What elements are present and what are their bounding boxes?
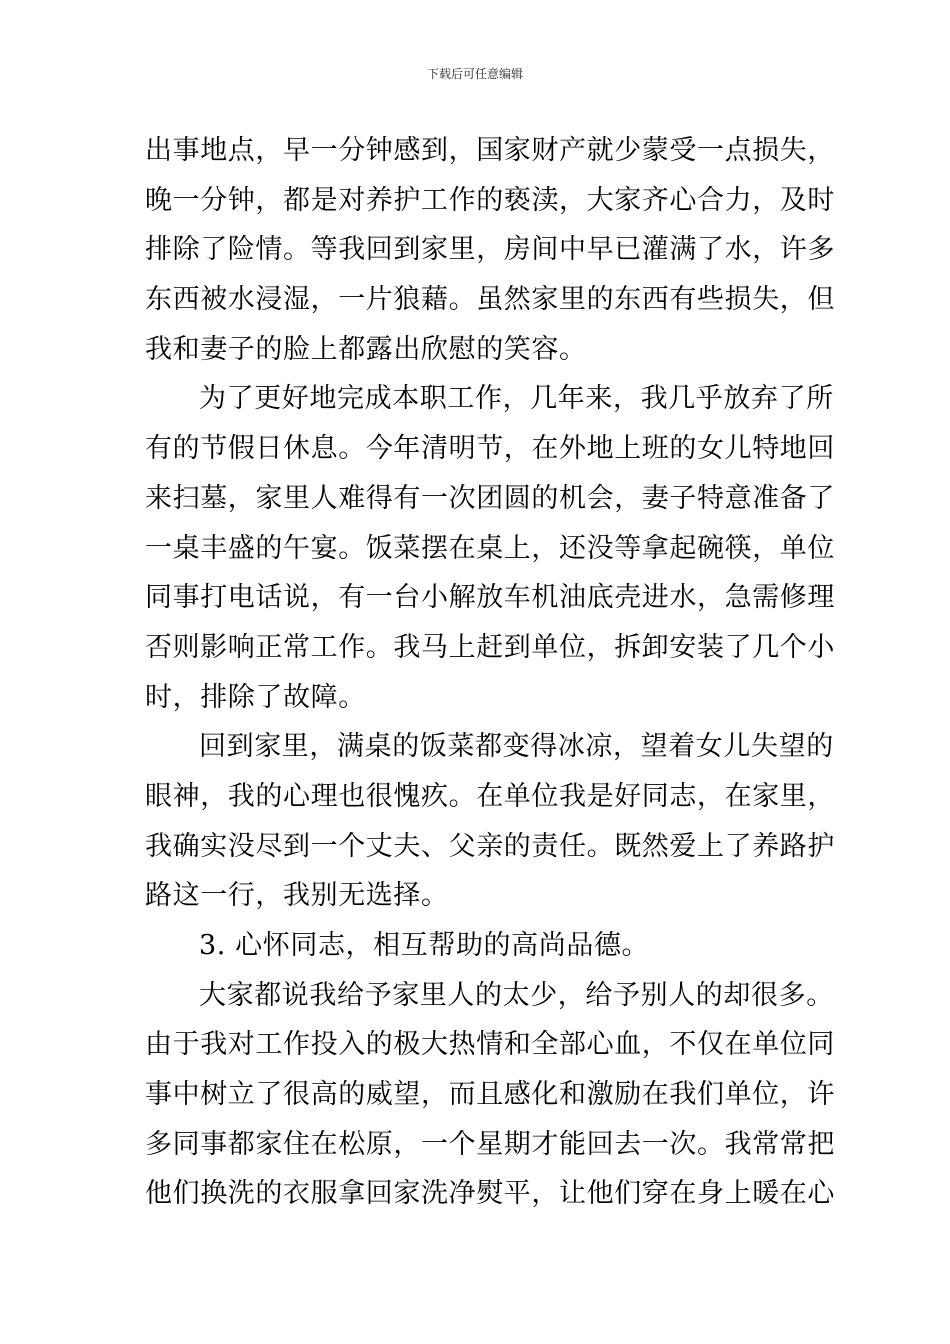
text-line: 路这一行，我别无选择。 xyxy=(145,880,449,912)
text-line: 来扫墓，家里人难得有一次团圆的机会，妻子特意准备了 xyxy=(145,482,835,514)
text-line: 回到家里，满桌的饭菜都变得冰凉，望着女儿失望的 xyxy=(199,731,834,763)
text-line: 否则影响正常工作。我马上赶到单位，拆卸安装了几个小 xyxy=(145,631,835,663)
text-line: 由于我对工作投入的极大热情和全部心血，不仅在单位同 xyxy=(145,1029,835,1061)
text-line: 晚一分钟，都是对养护工作的亵渎，大家齐心合力，及时 xyxy=(145,184,835,216)
text-line: 我和妻子的脸上都露出欣慰的笑容。 xyxy=(145,333,587,365)
text-line: 眼神，我的心理也很愧疚。在单位我是好同志，在家里， xyxy=(145,780,835,812)
text-line: 大家都说我给予家里人的太少，给予别人的却很多。 xyxy=(199,979,834,1011)
text-line: 事中树立了很高的威望，而且感化和激励在我们单位，许 xyxy=(145,1079,835,1111)
text-line: 一桌丰盛的午宴。饭菜摆在桌上，还没等拿起碗筷，单位 xyxy=(145,532,835,564)
document-body xyxy=(145,126,835,1219)
text-line: 有的节假日休息。今年清明节，在外地上班的女儿特地回 xyxy=(145,433,835,465)
text-line: 东西被水浸湿，一片狼藉。虽然家里的东西有些损失，但 xyxy=(145,284,835,316)
text-line: 时，排除了故障。 xyxy=(145,681,366,713)
text-line: 3. 心怀同志，相互帮助的高尚品德。 xyxy=(199,930,650,961)
text-line: 我确实没尽到一个丈夫、父亲的责任。既然爱上了养路护 xyxy=(145,830,835,862)
text-line: 他们换洗的衣服拿回家洗净熨平，让他们穿在身上暖在心 xyxy=(145,1178,835,1210)
text-line: 排除了险情。等我回到家里，房间中早已灌满了水，许多 xyxy=(145,234,835,266)
page-header-note: 下载后可任意编辑 xyxy=(426,67,523,81)
text-line: 同事打电话说，有一台小解放车机油底壳进水，急需修理 xyxy=(145,582,835,614)
text-line: 出事地点，早一分钟感到，国家财产就少蒙受一点损失， xyxy=(145,135,835,166)
text-line: 多同事都家住在松原，一个星期才能回去一次。我常常把 xyxy=(145,1128,835,1160)
text-line: 为了更好地完成本职工作，几年来，我几乎放弃了所 xyxy=(199,383,834,415)
